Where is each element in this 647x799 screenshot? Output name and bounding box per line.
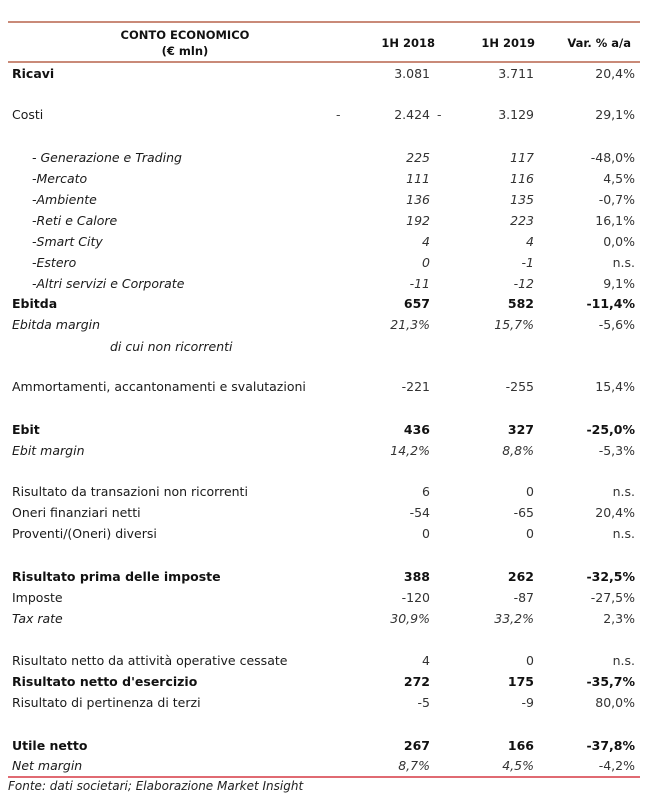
value-1h2018: 192: [406, 213, 430, 228]
value-1h2018: 657: [403, 296, 430, 311]
row-label: Risultato da transazioni non ricorrenti: [12, 484, 248, 499]
value-1h2018: 4: [422, 653, 430, 668]
table-row-non-ricorrenti: [0, 338, 647, 356]
value-1h2019: 15,7%: [494, 317, 534, 332]
row-label: Risultato prima delle imposte: [12, 569, 221, 584]
value-variation: -5,6%: [598, 317, 635, 332]
value-1h2018: -11: [409, 276, 430, 291]
value-variation: n.s.: [612, 255, 635, 270]
value-variation: 0,0%: [603, 234, 635, 249]
table-row-ambiente: [0, 191, 647, 209]
value-1h2018: 2.424: [394, 107, 430, 122]
value-variation: 20,4%: [595, 66, 635, 81]
table-title-line1: CONTO ECONOMICO: [120, 28, 250, 42]
row-label: Proventi/(Oneri) diversi: [12, 526, 157, 541]
value-1h2018: 3.081: [394, 66, 430, 81]
row-label: Ammortamenti, accantonamenti e svalutazioni: [12, 379, 306, 394]
value-1h2018: 8,7%: [398, 758, 430, 773]
table-row-smart-city: [0, 233, 647, 251]
column-header-1h2018: 1H 2018: [381, 36, 435, 50]
value-variation: 80,0%: [595, 695, 635, 710]
row-label: Risultato di pertinenza di terzi: [12, 695, 201, 710]
table-row-ebitda-margin: [0, 316, 647, 334]
row-label: -Altri servizi e Corporate: [32, 276, 185, 291]
value-1h2019: 262: [507, 569, 534, 584]
table-title-line2: (€ mln): [161, 44, 209, 58]
table-row-ammortamenti: [0, 378, 647, 396]
row-label: Net margin: [12, 758, 83, 773]
value-variation: -37,8%: [586, 738, 635, 753]
value-1h2019: -12: [513, 276, 534, 291]
value-1h2019: -255: [505, 379, 534, 394]
value-1h2018: 267: [403, 738, 430, 753]
value-1h2019: 4: [526, 234, 534, 249]
value-variation: -32,5%: [586, 569, 635, 584]
value-1h2019: 0: [526, 526, 534, 541]
table-row-net-margin: [0, 757, 647, 775]
row-label: Risultato netto d'esercizio: [12, 674, 198, 689]
row-label: -Mercato: [32, 171, 88, 186]
table-row-risultato-netto-esercizio: [0, 673, 647, 691]
value-variation: -11,4%: [586, 296, 635, 311]
row-label: Ebit margin: [12, 443, 85, 458]
value-1h2018: 225: [406, 150, 430, 165]
table-bottom-rule: [8, 776, 640, 778]
value-1h2019: -87: [513, 590, 534, 605]
table-row-altri-servizi: [0, 275, 647, 293]
table-row-utile-netto: [0, 737, 647, 755]
value-variation: -5,3%: [598, 443, 635, 458]
value-1h2019: -1: [521, 255, 534, 270]
value-1h2019: -65: [513, 505, 534, 520]
table-row-generazione-trading: [0, 149, 647, 167]
value-1h2018: 388: [403, 569, 430, 584]
value-variation: 15,4%: [595, 379, 635, 394]
value-1h2019: 0: [526, 484, 534, 499]
column-header-1h2019: 1H 2019: [481, 36, 535, 50]
value-variation: n.s.: [612, 484, 635, 499]
value-1h2018: -120: [401, 590, 430, 605]
row-label: Risultato netto da attività operative cessate: [12, 653, 288, 668]
row-label: Tax rate: [12, 611, 63, 626]
negative-sign-1h2019: -: [437, 107, 442, 122]
value-variation: 16,1%: [595, 213, 635, 228]
value-1h2018: 0: [422, 526, 430, 541]
value-1h2019: 4,5%: [502, 758, 534, 773]
table-top-rule: [8, 21, 640, 23]
value-1h2018: -54: [409, 505, 430, 520]
row-label: -Reti e Calore: [32, 213, 118, 228]
value-1h2018: -221: [401, 379, 430, 394]
row-label: -Ambiente: [32, 192, 97, 207]
table-row-oneri-finanziari: [0, 504, 647, 522]
value-variation: 9,1%: [603, 276, 635, 291]
table-row-transazioni-non-ricorrenti: [0, 483, 647, 501]
value-1h2019: 166: [507, 738, 534, 753]
table-row-tax-rate: [0, 610, 647, 628]
value-1h2019: 3.711: [498, 66, 534, 81]
row-label: Costi: [12, 107, 44, 122]
value-variation: 4,5%: [603, 171, 635, 186]
table-title: [100, 27, 270, 59]
value-1h2018: 4: [422, 234, 430, 249]
value-1h2018: 0: [422, 255, 430, 270]
value-1h2019: 0: [526, 653, 534, 668]
value-variation: 20,4%: [595, 505, 635, 520]
row-label: di cui non ricorrenti: [110, 339, 233, 354]
negative-sign-1h2018: -: [336, 107, 341, 122]
table-row-mercato: [0, 170, 647, 188]
value-1h2019: -9: [521, 695, 534, 710]
row-label: -Smart City: [32, 234, 103, 249]
value-1h2018: 136: [406, 192, 430, 207]
value-variation: -0,7%: [598, 192, 635, 207]
value-1h2018: 30,9%: [390, 611, 430, 626]
value-1h2018: 111: [406, 171, 430, 186]
value-1h2018: 14,2%: [390, 443, 430, 458]
value-1h2019: 3.129: [498, 107, 534, 122]
value-1h2019: 135: [510, 192, 534, 207]
row-label: Utile netto: [12, 738, 88, 753]
row-label: Imposte: [12, 590, 63, 605]
table-row-proventi-oneri: [0, 525, 647, 543]
table-row-imposte: [0, 589, 647, 607]
value-1h2019: 175: [507, 674, 534, 689]
row-label: Ebitda: [12, 296, 58, 311]
value-variation: -27,5%: [590, 590, 635, 605]
column-header-variation: Var. % a/a: [567, 36, 631, 50]
row-label: -Estero: [32, 255, 77, 270]
value-variation: -35,7%: [586, 674, 635, 689]
value-1h2018: 21,3%: [390, 317, 430, 332]
table-row-ebit-margin: [0, 442, 647, 460]
table-row-reti-calore: [0, 212, 647, 230]
value-1h2019: 117: [510, 150, 534, 165]
value-variation: -25,0%: [586, 422, 635, 437]
table-row-estero: [0, 254, 647, 272]
value-1h2019: 223: [510, 213, 534, 228]
table-row-attivita-cessate: [0, 652, 647, 670]
row-label: Ricavi: [12, 66, 55, 81]
value-1h2019: 8,8%: [502, 443, 534, 458]
value-1h2018: 6: [422, 484, 430, 499]
value-1h2018: 272: [403, 674, 430, 689]
value-variation: 29,1%: [595, 107, 635, 122]
table-row-pertinenza-terzi: [0, 694, 647, 712]
row-label: Ebit: [12, 422, 40, 437]
header-rule: [8, 61, 640, 63]
value-variation: -4,2%: [598, 758, 635, 773]
value-variation: 2,3%: [603, 611, 635, 626]
table-row-ricavi: [0, 65, 647, 83]
value-1h2019: 33,2%: [494, 611, 534, 626]
row-label: - Generazione e Trading: [32, 150, 182, 165]
row-label: Ebitda margin: [12, 317, 101, 332]
value-1h2018: 436: [403, 422, 430, 437]
value-1h2018: -5: [417, 695, 430, 710]
value-1h2019: 327: [507, 422, 534, 437]
value-1h2019: 582: [507, 296, 534, 311]
value-1h2019: 116: [510, 171, 534, 186]
row-label: Oneri finanziari netti: [12, 505, 141, 520]
table-row-ebit: [0, 421, 647, 439]
table-row-risultato-ante-imposte: [0, 568, 647, 586]
value-variation: -48,0%: [590, 150, 635, 165]
value-variation: n.s.: [612, 526, 635, 541]
source-note: Fonte: dati societari; Elaborazione Market Insight: [8, 779, 304, 793]
table-row-ebitda: [0, 295, 647, 313]
value-variation: n.s.: [612, 653, 635, 668]
table-row-costi: [0, 106, 647, 124]
